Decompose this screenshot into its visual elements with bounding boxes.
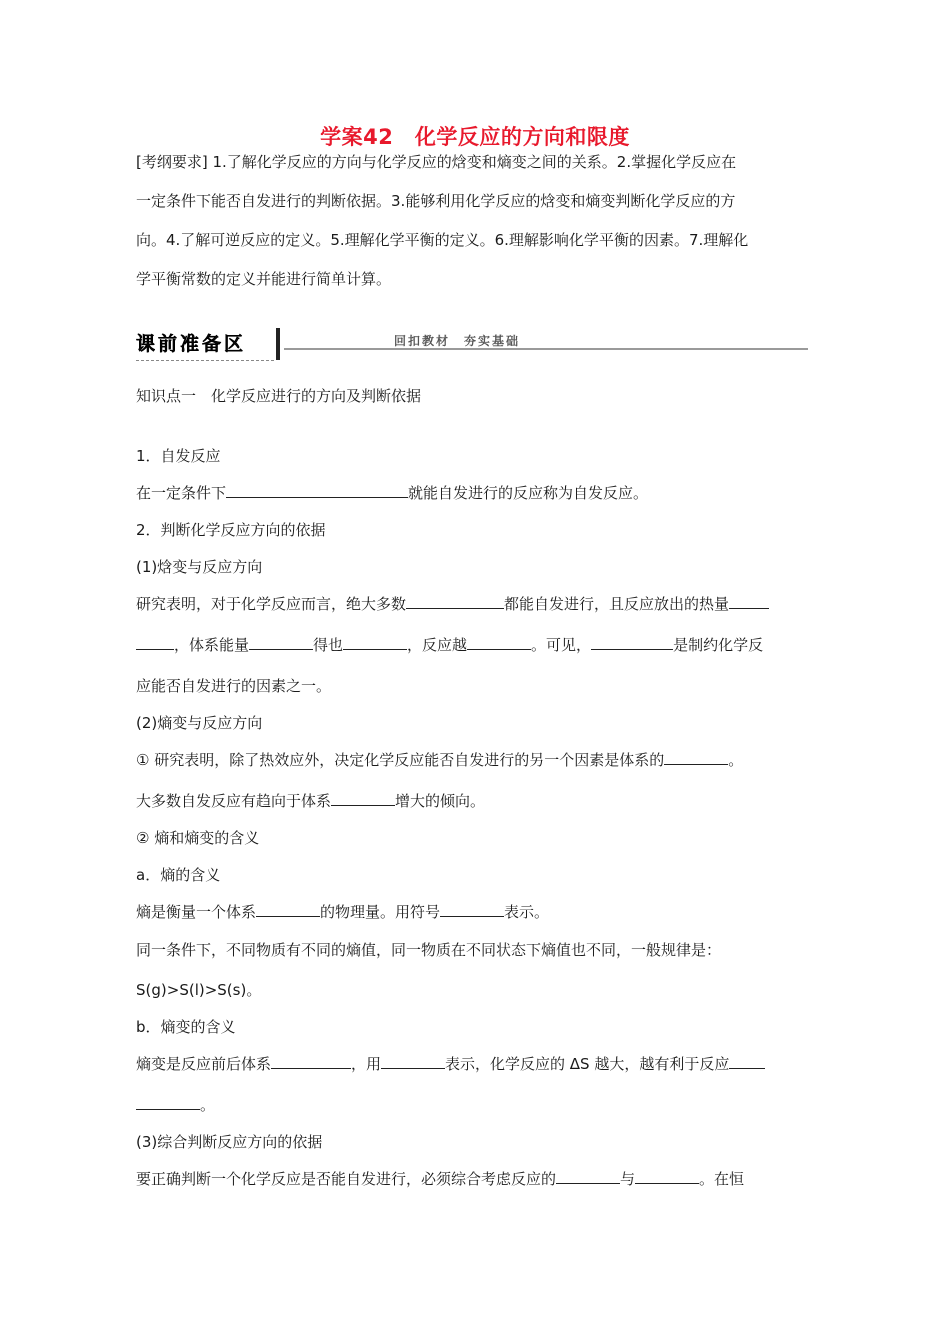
blank[interactable] [256,902,320,917]
banner-subtitle: 回扣教材 夯实基础 [394,334,521,348]
sub3-line-1: 要正确判断一个化学反应是否能自发进行，必须综合考虑反应的 与 。在恒 [136,1170,745,1188]
requirements-line-1 [136,152,816,172]
blank[interactable] [343,635,407,650]
requirements-text-1: 1.了解化学反应的方向与化学反应的焓变和熵变之间的关系。2.掌握化学反应在 [207,153,737,171]
requirements-line-3: 向。4.了解可逆反应的定义。5.理解化学平衡的定义。6.理解影响化学平衡的因素。7.理解化 [136,231,749,249]
blank[interactable] [591,635,673,650]
blank[interactable] [136,635,174,650]
blank[interactable] [249,635,313,650]
entropy-change-line-1: 熵变是反应前后体系 ，用 表示，化学反应的 ΔS 越大，越有利于反应 [136,1054,816,1074]
banner-label: 课前准备区 [136,330,274,361]
sub1-line-2: ，体系能量 得也 ，反应越 。可见， 是制约化学反 [136,635,816,655]
banner-divider [276,328,280,360]
blank[interactable] [440,902,504,917]
entropy-line-2: 同一条件下，不同物质有不同的熵值，同一物质在不同状态下熵值也不同，一般规律是： [136,941,722,959]
sub2-line-3: ② 熵和熵变的含义 [136,829,260,847]
page-title: 学案42 化学反应的方向和限度 [320,125,630,149]
entropy-change-title: b．熵变的含义 [136,1018,236,1036]
item2-title: 2．判断化学反应方向的依据 [136,521,326,539]
blank[interactable] [136,1095,200,1110]
blank[interactable] [381,1054,445,1069]
sub2-line-1: ① 研究表明，除了热效应外，决定化学反应能否自发进行的另一个因素是体系的 。 [136,751,744,769]
sub2-title: (2)熵变与反应方向 [136,714,263,732]
blank[interactable] [226,483,408,498]
blank[interactable] [331,791,395,806]
blank[interactable] [729,1054,765,1069]
entropy-line-1: 熵是衡量一个体系 的物理量。用符号 表示。 [136,903,550,921]
section-heading: 知识点一 化学反应进行的方向及判断依据 [136,387,422,405]
sub1-title: (1)焓变与反应方向 [136,558,263,576]
item1-title: 1．自发反应 [136,447,221,465]
sub2-line-2: 大多数自发反应有趋向于体系 增大的倾向。 [136,792,486,810]
blank[interactable] [406,594,504,609]
entropy-title: a．熵的含义 [136,866,221,884]
entropy-change-line-2: 。 [136,1095,816,1115]
sub1-line-1: 研究表明，对于化学反应而言，绝大多数 都能自发进行，且反应放出的热量 [136,594,816,614]
blank[interactable] [271,1054,351,1069]
item1-text: 在一定条件下 就能自发进行的反应称为自发反应。 [136,484,649,502]
blank[interactable] [635,1169,699,1184]
banner-rule [284,348,808,350]
entropy-line-3: S(g)>S(l)>S(s)。 [136,981,262,999]
requirements-line-4: 学平衡常数的定义并能进行简单计算。 [136,270,392,288]
requirements-tag: [考纲要求] [136,153,208,171]
blank[interactable] [664,750,728,765]
sub3-title: (3)综合判断反应方向的依据 [136,1133,323,1151]
blank[interactable] [729,594,769,609]
sub1-line-3: 应能否自发进行的因素之一。 [136,677,332,695]
section-banner [136,328,808,362]
blank[interactable] [556,1169,620,1184]
blank[interactable] [467,635,531,650]
requirements-line-2: 一定条件下能否自发进行的判断依据。3.能够利用化学反应的焓变和熵变判断化学反应的方 [136,192,736,210]
